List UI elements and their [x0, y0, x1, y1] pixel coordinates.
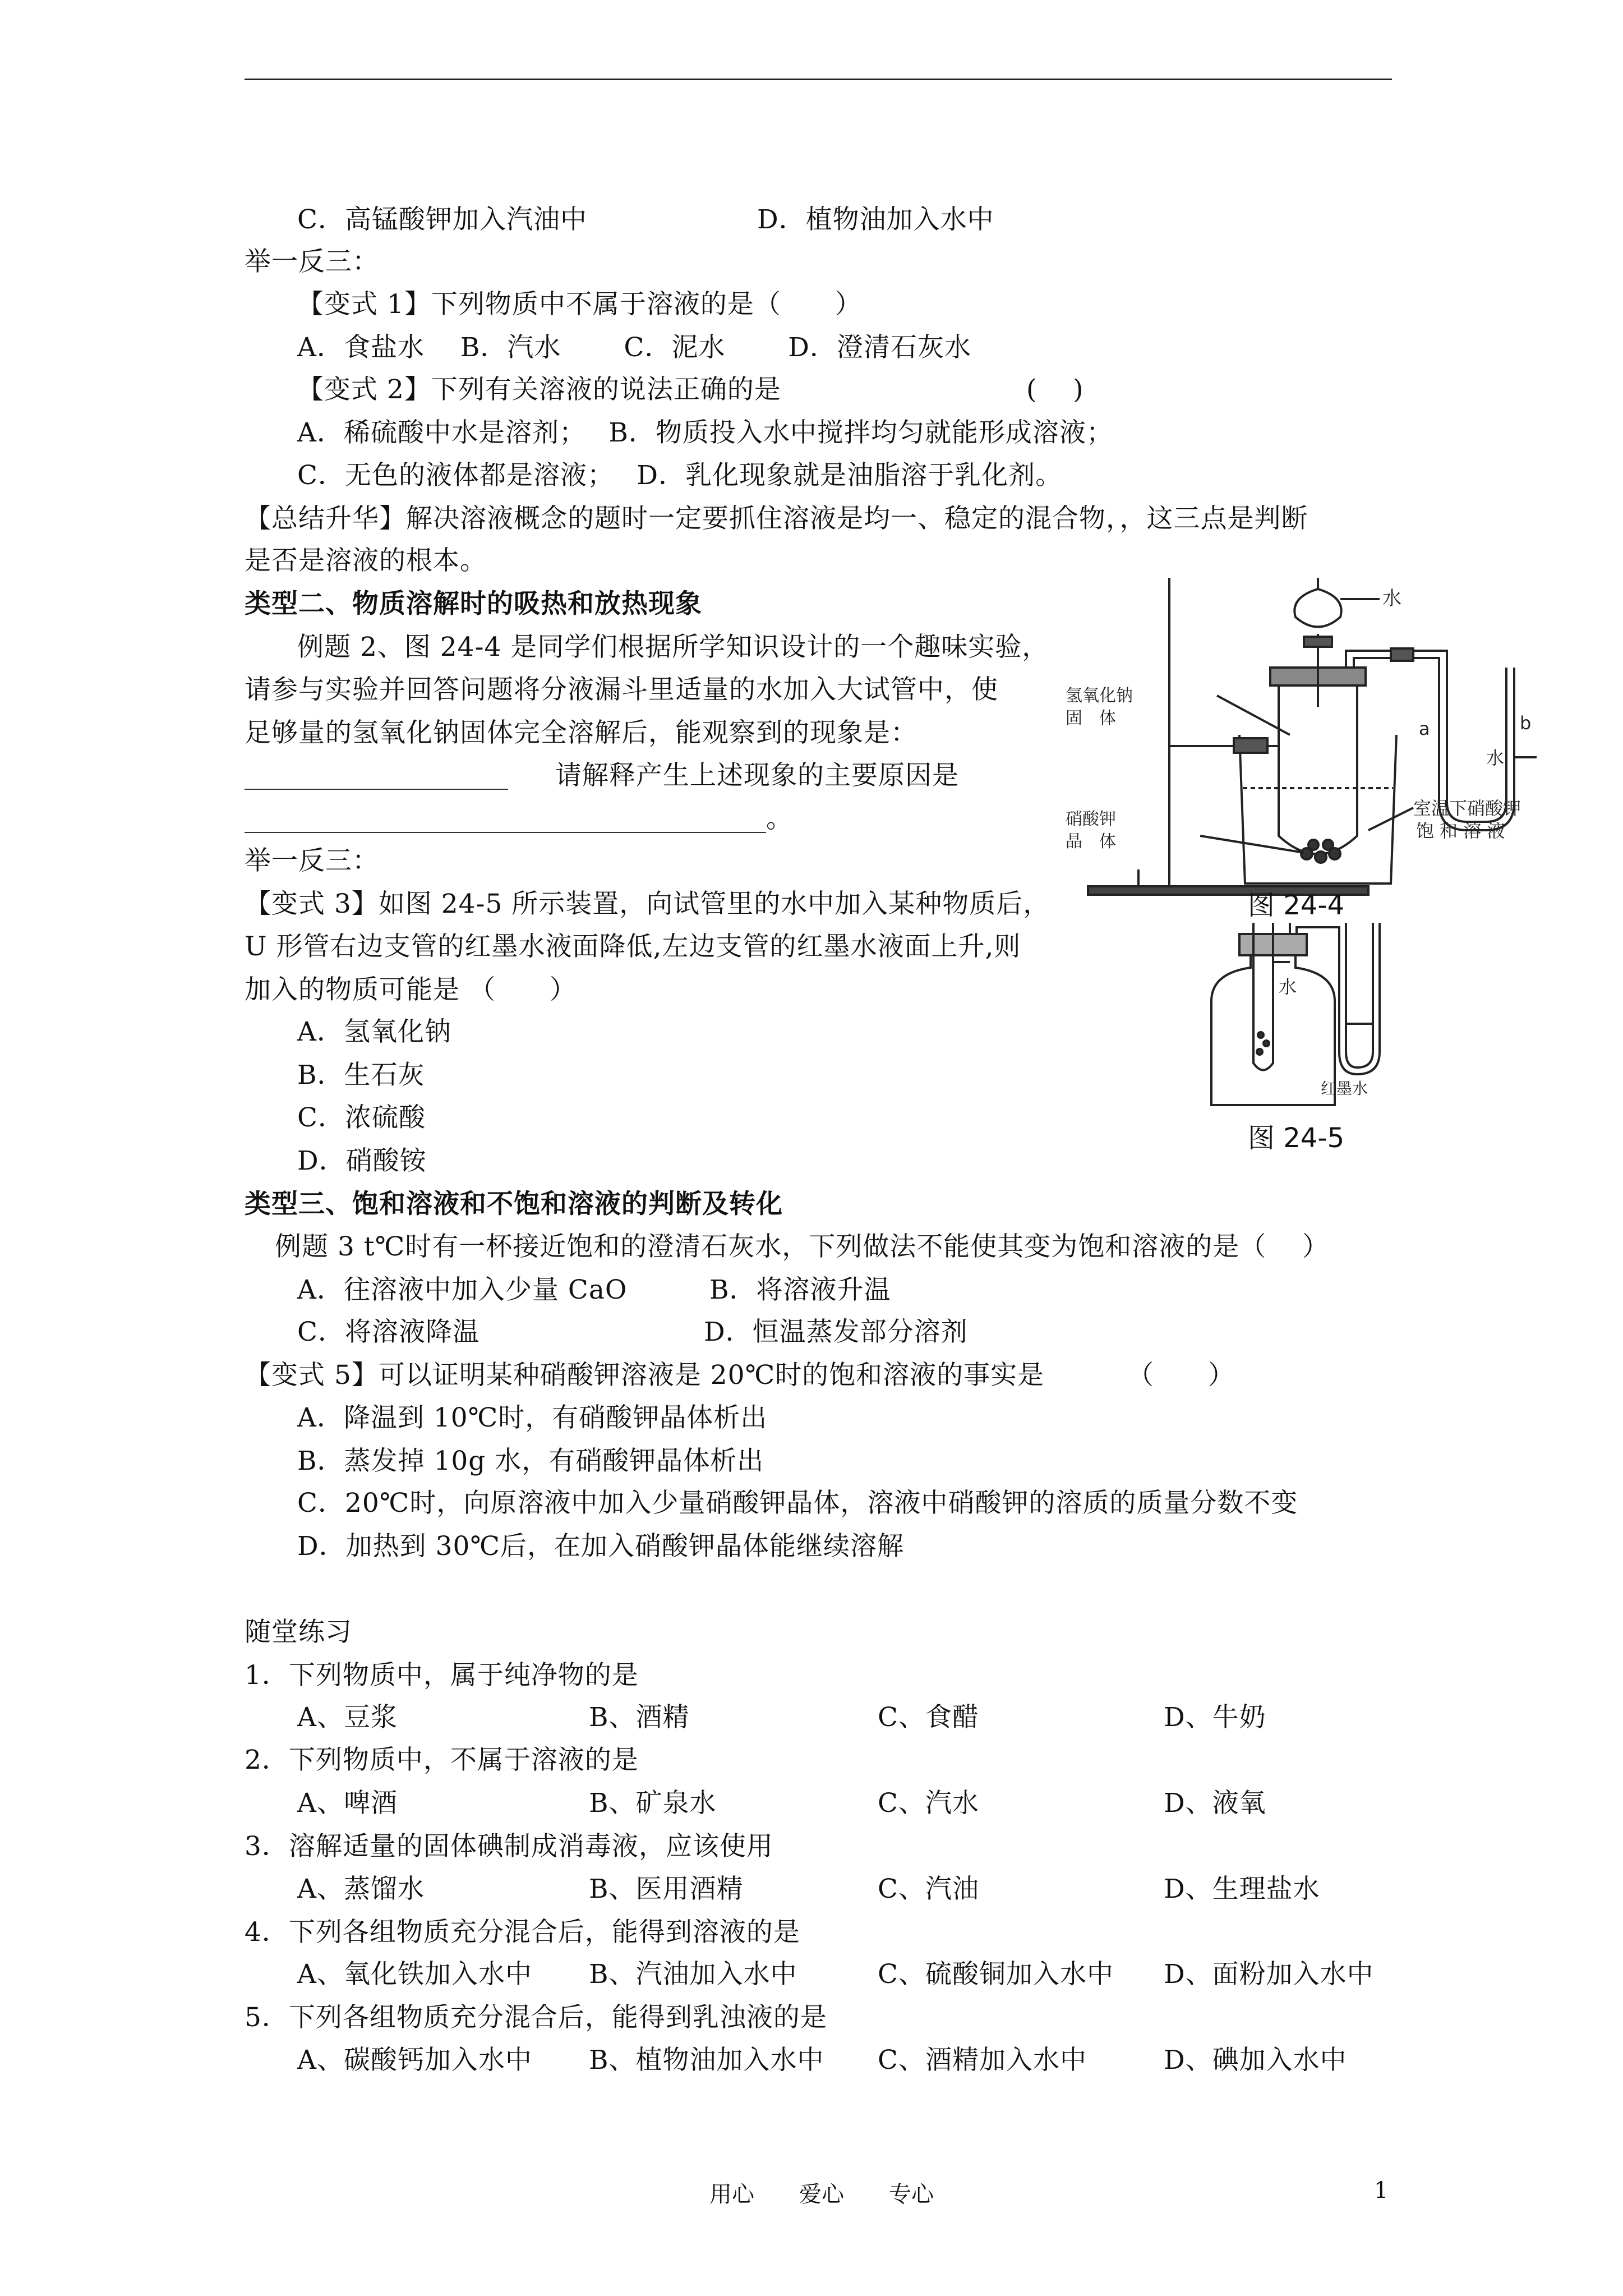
variant-3-option-c: C．浓硫酸 [297, 1102, 426, 1133]
practice-q3-a: A、蒸馏水 [297, 1874, 425, 1904]
variant-1-options: A．食盐水 B．汽水 C．泥水 D．澄清石灰水 [297, 332, 971, 363]
practice-q2-c: C、汽水 [878, 1788, 979, 1819]
figure-24-4-apparatus [1054, 567, 1537, 903]
variant-2-paren: ( ) [1026, 374, 1084, 405]
header-rule [245, 79, 1392, 80]
example-3-option-a: A．往溶液中加入少量 CaO [297, 1274, 628, 1305]
summary-line-2: 是否是溶液的根本。 [245, 545, 487, 576]
example-2-period: 。 [766, 803, 793, 834]
variant-5-option-a: A．降温到 10℃时，有硝酸钾晶体析出 [297, 1402, 768, 1433]
practice-q4-b: B、汽油加入水中 [589, 1959, 797, 1990]
example-3-option-d: D．恒温蒸发部分溶剂 [704, 1317, 968, 1347]
fig1-label-a: a [1419, 718, 1430, 739]
fig1-label-b: b [1520, 712, 1532, 734]
practice-q4-c: C、硫酸铜加入水中 [878, 1959, 1114, 1990]
example-2-line-2: 请参与实验并回答问题将分液漏斗里适量的水加入大试管中，使 [245, 674, 998, 705]
variant-2-options-cd: C．无色的液体都是溶液； D．乳化现象就是油脂溶于乳化剂。 [297, 460, 1063, 491]
example-3-option-c: C．将溶液降温 [297, 1317, 479, 1347]
example-2-line-4: 请解释产生上述现象的主要原因是 [555, 760, 959, 791]
practice-q4-d: D、面粉加入水中 [1164, 1959, 1374, 1990]
practice-q2-d: D、液氧 [1164, 1788, 1266, 1819]
type-2-heading: 类型二、物质溶解时的吸热和放热现象 [245, 588, 702, 619]
practice-q3: 3．溶解适量的固体碘制成消毒液，应该使用 [245, 1831, 773, 1862]
variant-5-option-c: C．20℃时，向原溶液中加入少量硝酸钾晶体，溶液中硝酸钾的溶质的质量分数不变 [297, 1488, 1298, 1519]
practice-q5-a: A、碳酸钙加入水中 [297, 2045, 532, 2076]
fig1-label-sat-1: 室温下硝酸钾 [1413, 798, 1521, 819]
practice-q1-a: A、豆浆 [297, 1702, 398, 1733]
fig2-label-ink: 红墨水 [1321, 1079, 1368, 1098]
section-label: 举一反三： [245, 246, 379, 277]
practice-q1-b: B、酒精 [589, 1702, 690, 1733]
fig1-label-naoh-1: 氢氧化钠 [1066, 686, 1133, 706]
fig1-label-sat-2: 饱 和 溶 液 [1416, 820, 1505, 841]
variant-3-option-a: A．氢氧化钠 [297, 1016, 451, 1047]
variant-3-line-3: 加入的物质可能是 （ ） [245, 974, 577, 1005]
fig1-label-water-top: 水 [1382, 587, 1401, 610]
variant-5-option-d: D．加热到 30℃后，在加入硝酸钾晶体能继续溶解 [297, 1531, 905, 1562]
variant-5-question: 【变式 5】可以证明某种硝酸钾溶液是 20℃时的饱和溶液的事实是 [245, 1360, 1045, 1391]
practice-q2-b: B、矿泉水 [589, 1788, 717, 1819]
example-3-question: 例题 3 t℃时有一杯接近饱和的澄清石灰水，下列做法不能使其变为饱和溶液的是（ ） [275, 1231, 1330, 1262]
fig2-label-water: 水 [1279, 976, 1297, 997]
fig1-label-naoh-2: 固 体 [1066, 708, 1116, 728]
practice-heading: 随堂练习 [245, 1617, 352, 1648]
practice-q2-a: A、啤酒 [297, 1788, 398, 1819]
figure-24-5-apparatus [1200, 923, 1391, 1114]
practice-q1: 1．下列物质中，属于纯净物的是 [245, 1660, 639, 1691]
variant-3-line-1: 【变式 3】如图 24-5 所示装置，向试管里的水中加入某种物质后， [245, 889, 1050, 919]
variant-5-paren: （ ） [1127, 1360, 1235, 1391]
fig1-label-water-right: 水 [1486, 747, 1505, 769]
practice-q5-d: D、碘加入水中 [1164, 2045, 1347, 2076]
answer-blank-1[interactable] [245, 789, 508, 790]
variant-3-line-2: U 形管右边支管的红墨水液面降低,左边支管的红墨水液面上升,则 [245, 931, 1021, 962]
figure-24-4-caption: 图 24-4 [1248, 890, 1345, 921]
practice-q3-b: B、医用酒精 [589, 1874, 744, 1904]
variant-3-option-d: D．硝酸铵 [297, 1145, 427, 1176]
practice-q5: 5．下列各组物质充分混合后，能得到乳浊液的是 [245, 2002, 827, 2033]
type-3-heading: 类型三、饱和溶液和不饱和溶液的判断及转化 [245, 1189, 783, 1220]
example-2-line-1: 例题 2、图 24-4 是同学们根据所学知识设计的一个趣味实验， [297, 632, 1049, 662]
figure-24-5-caption: 图 24-5 [1248, 1122, 1345, 1154]
variant-3-option-b: B．生石灰 [297, 1060, 425, 1091]
practice-q5-c: C、酒精加入水中 [878, 2045, 1087, 2076]
practice-q3-c: C、汽油 [878, 1874, 979, 1904]
answer-blank-2[interactable] [245, 832, 766, 833]
footer-motto: 用心 爱心 专心 [709, 2182, 934, 2207]
practice-q1-c: C、食醋 [878, 1702, 979, 1733]
practice-q5-b: B、植物油加入水中 [589, 2045, 824, 2076]
practice-q4-a: A、氧化铁加入水中 [297, 1959, 532, 1990]
practice-q2: 2．下列物质中，不属于溶液的是 [245, 1745, 639, 1775]
page-number: 1 [1374, 2178, 1389, 2203]
variant-2-question: 【变式 2】下列有关溶液的说法正确的是 [297, 374, 781, 405]
practice-q4: 4．下列各组物质充分混合后，能得到溶液的是 [245, 1917, 800, 1948]
variant-2-options-ab: A．稀硫酸中水是溶剂； B．物质投入水中搅拌均匀就能形成溶液； [297, 417, 1113, 448]
section-label-2: 举一反三： [245, 845, 379, 876]
practice-q3-d: D、生理盐水 [1164, 1874, 1320, 1904]
example-2-line-3: 足够量的氢氧化钠固体完全溶解后，能观察到的现象是： [245, 717, 917, 748]
fig1-label-kno3-2: 晶 体 [1066, 832, 1116, 852]
example-3-option-b: B．将溶液升温 [709, 1274, 891, 1305]
fig1-label-kno3-1: 硝酸钾 [1066, 809, 1116, 829]
summary-line-1: 【总结升华】解决溶液概念的题时一定要抓住溶液是均一、稳定的混合物，，这三点是判断 [245, 503, 1308, 534]
variant-1-question: 【变式 1】下列物质中不属于溶液的是（ ） [297, 289, 862, 320]
variant-5-option-b: B．蒸发掉 10g 水，有硝酸钾晶体析出 [297, 1446, 764, 1476]
practice-q1-d: D、牛奶 [1164, 1702, 1266, 1733]
option-c: C．高锰酸钾加入汽油中 [297, 204, 587, 235]
option-d: D．植物油加入水中 [757, 204, 994, 235]
